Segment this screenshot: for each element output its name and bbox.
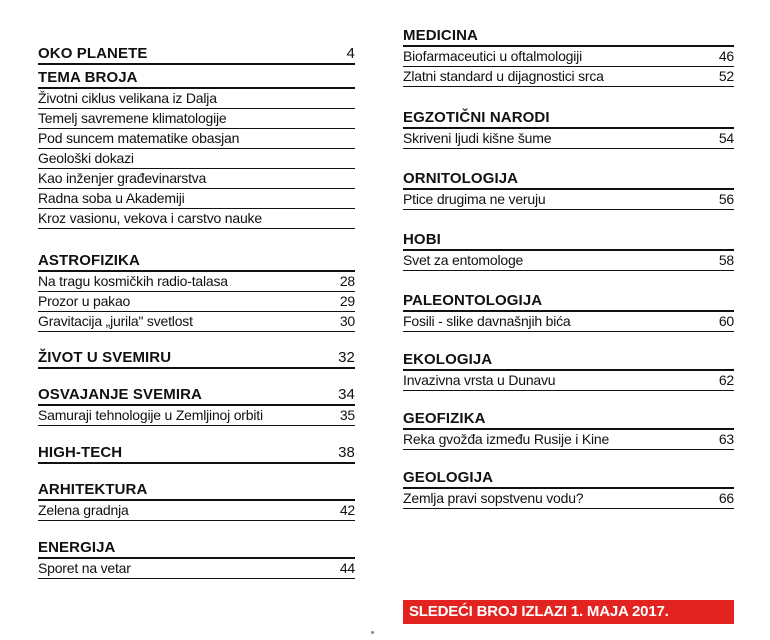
entry-title: Zlatni standard u dijagnostici srca (403, 68, 604, 84)
toc-section-astrofizika (38, 252, 355, 332)
toc-section-paleontologija (403, 292, 734, 332)
toc-entry (38, 272, 355, 292)
entry-page-number: 58 (718, 252, 734, 268)
entry-title: Životni ciklus velikana iz Dalja (38, 90, 217, 106)
entry-title: Zemlja pravi sopstvenu vodu? (403, 490, 584, 506)
toc-entry (38, 149, 355, 169)
section-heading (403, 27, 734, 47)
toc-entry (403, 251, 734, 271)
section-title: OSVAJANJE SVEMIRA (38, 386, 202, 403)
section-title: ŽIVOT U SVEMIRU (38, 349, 172, 366)
section-title: MEDICINA (403, 27, 478, 44)
section-title: ORNITOLOGIJA (403, 170, 519, 187)
section-heading (403, 292, 734, 312)
entry-page-number: 62 (718, 372, 734, 388)
toc-entry (38, 312, 355, 332)
entry-title: Ptice drugima ne veruju (403, 191, 546, 207)
toc-entry (403, 312, 734, 332)
toc-entry (403, 430, 734, 450)
toc-section-egzoticni-narodi (403, 109, 734, 149)
section-heading (38, 481, 355, 501)
section-page-number: 32 (338, 349, 355, 366)
toc-section-zivot-u-svemiru (38, 349, 355, 369)
entry-title: Sporet na vetar (38, 560, 131, 576)
entry-title: Fosili - slike davnašnjih bića (403, 313, 571, 329)
toc-entry (403, 371, 734, 391)
entry-title: Samuraji tehnologije u Zemljinoj orbiti (38, 407, 263, 423)
toc-section-ornitologija (403, 170, 734, 210)
section-heading (403, 231, 734, 251)
toc-entry (38, 501, 355, 521)
toc-section-oko-planete (38, 45, 355, 65)
toc-section-osvajanje-svemira (38, 386, 355, 426)
toc-section-tema-broja (38, 69, 355, 229)
section-page-number: 34 (338, 386, 355, 403)
decorative-dot (371, 631, 374, 634)
section-title: PALEONTOLOGIJA (403, 292, 543, 309)
toc-entry (38, 559, 355, 579)
section-title: HIGH-TECH (38, 444, 123, 461)
section-heading (403, 170, 734, 190)
entry-page-number: 56 (718, 191, 734, 207)
toc-section-energija (38, 539, 355, 579)
section-title: ENERGIJA (38, 539, 116, 556)
section-title: HOBI (403, 231, 441, 248)
entry-page-number: 54 (718, 130, 734, 146)
entry-page-number: 42 (339, 502, 355, 518)
toc-entry (38, 209, 355, 229)
entry-title: Geološki dokazi (38, 150, 134, 166)
section-heading (403, 410, 734, 430)
toc-section-high-tech (38, 444, 355, 464)
section-heading (38, 349, 355, 369)
entry-page-number: 29 (339, 293, 355, 309)
section-title: GEOFIZIKA (403, 410, 486, 427)
toc-section-geologija (403, 469, 734, 509)
section-title: GEOLOGIJA (403, 469, 494, 486)
section-heading (403, 469, 734, 489)
section-title: EKOLOGIJA (403, 351, 493, 368)
entry-title: Invazivna vrsta u Dunavu (403, 372, 556, 388)
section-page-number: 4 (346, 45, 355, 62)
section-title: OKO PLANETE (38, 45, 148, 62)
entry-page-number: 28 (339, 273, 355, 289)
entry-page-number: 35 (339, 407, 355, 423)
toc-entry (38, 89, 355, 109)
entry-page-number: 63 (718, 431, 734, 447)
entry-title: Svet za entomologe (403, 252, 524, 268)
entry-page-number: 44 (339, 560, 355, 576)
toc-section-arhitektura (38, 481, 355, 521)
section-heading (38, 45, 355, 65)
toc-section-geofizika (403, 410, 734, 450)
section-heading (38, 252, 355, 272)
entry-title: Reka gvožđa između Rusije i Kine (403, 431, 610, 447)
entry-page-number: 60 (718, 313, 734, 329)
entry-title: Prozor u pakao (38, 293, 131, 309)
toc-section-hobi (403, 231, 734, 271)
entry-title: Pod suncem matematike obasjan (38, 130, 240, 146)
entry-title: Zelena gradnja (38, 502, 129, 518)
entry-title: Kroz vasionu, vekova i carstvo nauke (38, 210, 262, 226)
toc-section-medicina (403, 27, 734, 87)
section-heading (38, 539, 355, 559)
section-heading (38, 386, 355, 406)
next-issue-banner: SLEDEĆI BROJ IZLAZI 1. MAJA 2017. (403, 600, 734, 624)
entry-title: Na tragu kosmičkih radio-talasa (38, 273, 228, 289)
entry-page-number: 30 (339, 313, 355, 329)
entry-title: Radna soba u Akademiji (38, 190, 185, 206)
entry-title: Gravitacija „jurila" svetlost (38, 313, 193, 329)
toc-entry (403, 190, 734, 210)
entry-title: Skriveni ljudi kišne šume (403, 130, 552, 146)
entry-page-number: 66 (718, 490, 734, 506)
section-heading (38, 444, 355, 464)
section-heading (38, 69, 355, 89)
entry-page-number: 52 (718, 68, 734, 84)
section-page-number: 38 (338, 444, 355, 461)
entry-title: Temelj savremene klimatologije (38, 110, 227, 126)
entry-title: Kao inženjer građevinarstva (38, 170, 207, 186)
entry-title: Biofarmaceutici u oftalmologiji (403, 48, 582, 64)
toc-section-ekologija (403, 351, 734, 391)
toc-entry (38, 292, 355, 312)
toc-entry (38, 169, 355, 189)
section-heading (403, 109, 734, 129)
section-title: ARHITEKTURA (38, 481, 148, 498)
section-title: TEMA BROJA (38, 69, 138, 86)
toc-entry (403, 129, 734, 149)
toc-entry (38, 189, 355, 209)
section-heading (403, 351, 734, 371)
toc-entry (403, 67, 734, 87)
toc-entry (38, 129, 355, 149)
toc-left-column (38, 45, 355, 579)
toc-entry (38, 406, 355, 426)
section-title: EGZOTIČNI NARODI (403, 109, 550, 126)
section-title: ASTROFIZIKA (38, 252, 140, 269)
toc-entry (403, 489, 734, 509)
toc-entry (38, 109, 355, 129)
toc-entry (403, 47, 734, 67)
toc-right-column (403, 27, 734, 509)
entry-page-number: 46 (718, 48, 734, 64)
